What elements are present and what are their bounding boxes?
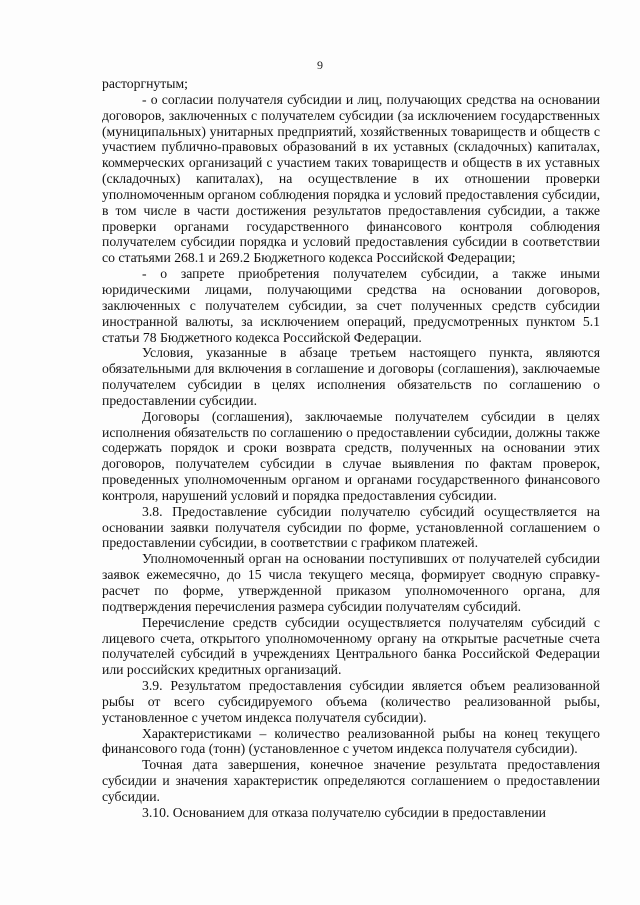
paragraph-continuation: расторгнутым; (102, 76, 188, 91)
paragraph-section-3-9: 3.9. Результатом предоставления субсидии является объем реализованной рыбы от всего субсидируемого объема (количество реализованной рыбы, установленное с учетом индекса получателя субсидии). (102, 678, 600, 725)
paragraph-section-3-8: 3.8. Предоставление субсидии получателю субсидий осуществляется на основании заявки получателя субсидии по форме, установленной соглашением о предоставлении субсидии, в соответствии с графиком платежей. (102, 503, 600, 551)
paragraph-characteristics: Характеристиками – количество реализованной рыбы на конец текущего финансового года (тонн) (установленное с учетом индекса получателя субсидии). (102, 725, 600, 757)
paragraph-section-3-10: 3.10. Основанием для отказа получателю субсидии в предоставлении (142, 804, 546, 820)
page-number: 9 (317, 58, 323, 72)
document-body (102, 76, 600, 821)
paragraph-authorized-body: Уполномоченный орган на основании поступивших от получателей субсидии заявок ежемесячно, до 15 числа текущего месяца, формирует сводную справку-расчет по форме, утвержденной приказом уполномоченного органа, для подтверждения перечисления размера субсидии получателям субсидий. (102, 551, 600, 614)
paragraph-currency-ban-clause: - о запрете приобретения получателем субсидии, а также иными юридическими лицами, получающими средства на основании договоров, заключенных с получателем субсидии, за счет полученных средств субсидии иностранной валюты, за исключением операций, предусмотренных пунктом 5.1 статьи 78 Бюджетного кодекса Российской Федерации. (102, 266, 600, 345)
paragraph-contracts: Договоры (соглашения), заключаемые получателем субсидии в целях исполнения обязательств по соглашению о предоставлении субсидии, должны также содержать порядок и сроки возврата средств, полученных на основании этих договоров, получателем субсидии в случае выявления по фактам проверок, проведенных уполномоченным органом и органами государственного финансового контроля, нарушений условий и порядка предоставления субсидии. (102, 408, 600, 503)
paragraph-completion-date: Точная дата завершения, конечное значение результата предоставления субсидии и значения характеристик определяются соглашением о предоставлении субсидии. (102, 757, 600, 804)
paragraph-conditions: Условия, указанные в абзаце третьем настоящего пункта, являются обязательными для включения в соглашение и договоры (соглашения), заключаемые получателем субсидии в целях исполнения обязательств по соглашению о предоставлении субсидии. (102, 345, 600, 408)
paragraph-transfer: Перечисление средств субсидии осуществляется получателям субсидий с лицевого счета, открытого уполномоченному органу на открытые расчетные счета получателей субсидий в учреждениях Центрального банка Российской Федерации или российских кредитных организаций. (102, 614, 600, 678)
paragraph-consent-clause: - о согласии получателя субсидии и лиц, получающих средства на основании договоров, заключенных с получателем субсидии (за исключением государственных (муниципальных) унитарных предприятий, хозяйственных товариществ и обществ с участием публично-правовых образований в их уставных (складочных) капиталах, коммерческих организаций с участием таких товариществ и обществ в их уставных (складочных) капиталах), на осуществление в их отношении проверки уполномоченным органом соблюдения порядка и условий предоставления субсидии, в том числе в части достижения результатов предоставления субсидии, а также проверки органами государственного финансового контроля соблюдения получателем субсидии порядка и условий предоставления субсидии в соответствии со статьями 268.1 и 269.2 Бюджетного кодекса Российской Федерации; (102, 91, 600, 266)
